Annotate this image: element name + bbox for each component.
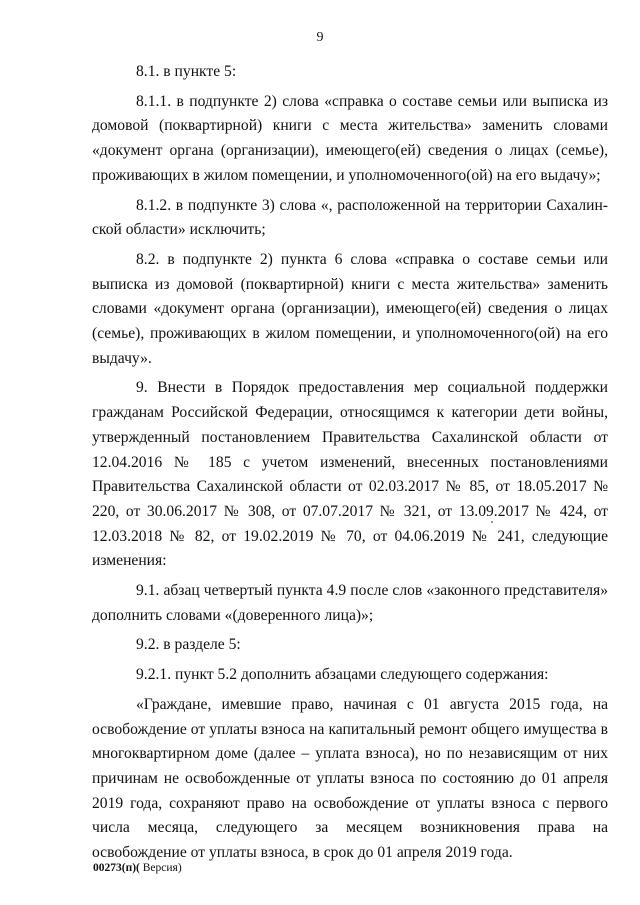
footer-code: 00273(п)( [93, 862, 140, 874]
paragraph-9-2-1: 9.2.1. пункт 5.2 дополнить абзацами следующего содержания: [136, 666, 549, 684]
paragraph-8-2: 8.2. в подпункте 2) пункта 6 слова «справка о составе семьи или выписка из домовой (поквартирной) книги с места жительства» заменить словами «документ органа (организации), имеющего(ей) сведения о лицах (семье), проживающих в жилом помещении, и уполномоченного(ой) на его выдачу». [92, 250, 608, 367]
paragraph-9-1: 9.1. абзац четвертый пункта 4.9 после слов «законного представителя» дополнить словами «(доверенного лица)»; [92, 582, 608, 624]
footer-version: Версия) [139, 862, 182, 874]
paragraph-8-1-2: 8.1.2. в подпункте 3) слова «, расположенной на территории Сахалинской области» исключить; [92, 196, 608, 239]
paragraph-8-1: 8.1. в пункте 5: [136, 63, 237, 80]
document-body [92, 60, 608, 871]
paragraph-9: 9. Внести в Порядок предоставления мер социальной поддержки гражданам Российской Федерации, относящимся к категории дети войны, утвержденный постановлением Правительства Сахалинской области от 12.04.2016 № 185 с учетом изменений, внесенных постановлениями Правительства Сахалинской области от 02.03.2017 № 85, от 18.05.2017 № 220, от 30.06.2017 № 308, от 07.07.2017 № 321, от 13.09.2017 № 424, от 12.03.2018 № 82, от 19.02.2019 № 70, от 04.06.2019 № 241, следующие изменения: [92, 379, 608, 570]
paragraph-8-1-1: 8.1.1. в подпункте 2) слова «справка о составе семьи или выписка из домовой (поквартирной) книги с места жительства» заменить словами «документ органа (организации), имеющего(ей) сведения о лицах (семье), проживающих в жилом помещении, и уполномоченного(ой) на его выдачу»; [92, 92, 608, 184]
paragraph-9-2: 9.2. в разделе 5: [136, 636, 241, 654]
scan-speck [491, 521, 493, 523]
document-footer [93, 862, 182, 874]
page-number: 9 [316, 30, 324, 45]
paragraph-quote: «Граждане, имевшие право, начиная с 01 августа 2015 года, на освобождение от уплаты взноса на капитальный ремонт общего имущества в многоквартирном доме (далее – уплата взноса), но по независящим от них причинам не освобожденные от уплаты взноса по состоянию до 01 апреля 2019 года, сохраняют право на освобождение от уплаты взноса с первого числа месяца, следующего за месяцем возникновения права на освобождение от уплаты взноса, в срок до 01 апреля 2019 года. [92, 695, 608, 862]
